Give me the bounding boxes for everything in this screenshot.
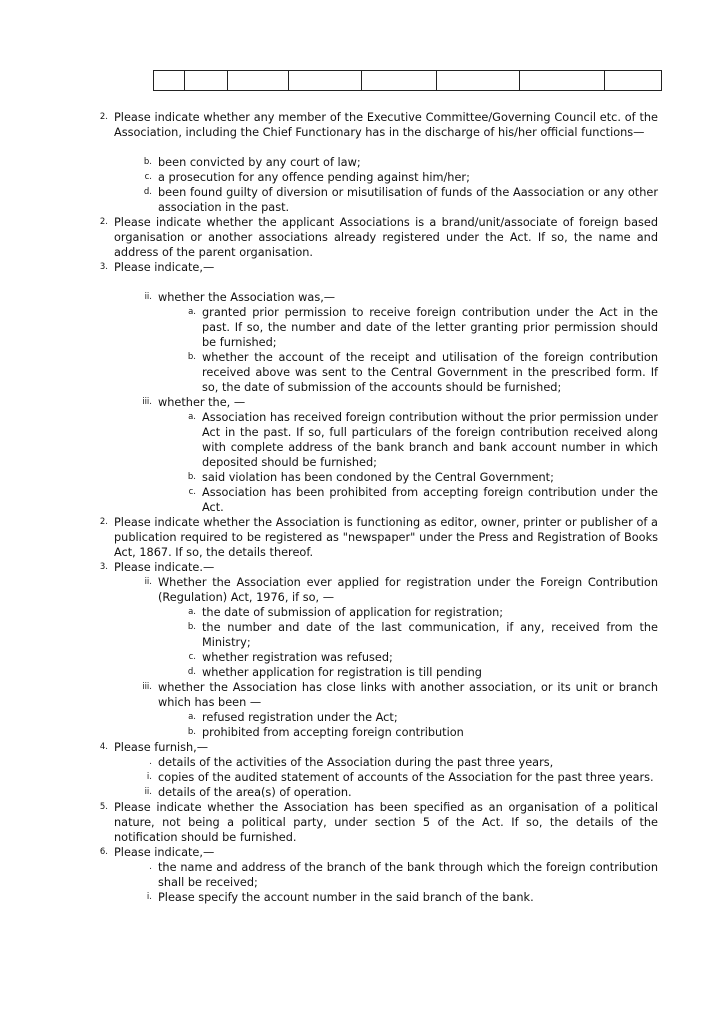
list-marker: d.	[143, 187, 152, 197]
list-item	[88, 725, 658, 740]
list-marker: 2.	[99, 112, 108, 122]
list-marker: 3.	[99, 262, 108, 272]
list-item-text: Association has been prohibited from accepting foreign contribution under the Act.	[202, 486, 658, 514]
list-marker: a.	[188, 307, 196, 317]
list-marker: b.	[187, 727, 196, 737]
list-item	[88, 260, 658, 275]
list-item-text: said violation has been condoned by the Central Government;	[202, 471, 554, 484]
list-item	[88, 560, 658, 575]
list-item	[88, 710, 658, 725]
list-item-text: Please furnish,—	[114, 741, 209, 754]
list-marker: i.	[146, 892, 152, 902]
table-cell	[605, 71, 662, 91]
document-body	[88, 110, 658, 905]
list-item-text: whether the account of the receipt and utilisation of the foreign contribution received above was sent to the Central Government in the prescribed form. If so, the date of submission of the accounts should be furnished;	[202, 351, 658, 394]
list-marker: 5.	[99, 802, 108, 812]
table-cell	[520, 71, 605, 91]
list-item	[88, 155, 658, 170]
blank-table	[153, 70, 662, 91]
list-marker: b.	[187, 352, 196, 362]
list-item-text: whether registration was refused;	[202, 651, 393, 664]
list-item	[88, 485, 658, 515]
list-marker: d.	[187, 667, 196, 677]
list-item-text: Please indicate,—	[114, 846, 215, 859]
list-marker: 6.	[99, 847, 108, 857]
list-marker: ii.	[144, 577, 152, 587]
table-cell	[185, 71, 228, 91]
list-item	[88, 575, 658, 605]
list-item-text: whether the Association has close links with another association, or its unit or branch which has been —	[158, 681, 658, 709]
list-item-text: granted prior permission to receive foreign contribution under the Act in the past. If so, the number and date of the letter granting prior permission should be furnished;	[202, 306, 658, 349]
list-item	[88, 395, 658, 410]
list-item-text: details of the area(s) of operation.	[158, 786, 352, 799]
list-item-text: prohibited from accepting foreign contribution	[202, 726, 464, 739]
list-item	[88, 845, 658, 860]
list-marker: b.	[143, 157, 152, 167]
list-marker: a.	[188, 412, 196, 422]
list-marker: c.	[188, 487, 196, 497]
list-item-text: Please indicate,—	[114, 261, 215, 274]
list-item-text: Please indicate.—	[114, 561, 215, 574]
table-cell	[154, 71, 185, 91]
list-item	[88, 290, 658, 305]
table-cell	[362, 71, 437, 91]
list-item-text: copies of the audited statement of accounts of the Association for the past three years.	[158, 771, 654, 784]
list-item-text: been found guilty of diversion or misutilisation of funds of the Aassociation or any other association in the past.	[158, 186, 658, 214]
list-item-text: been convicted by any court of law;	[158, 156, 361, 169]
list-item	[88, 665, 658, 680]
list-marker: ii.	[144, 292, 152, 302]
list-item	[88, 410, 658, 470]
list-item-text: whether the, —	[158, 396, 246, 409]
list-item	[88, 890, 658, 905]
list-item	[88, 785, 658, 800]
list-item-text: whether the Association was,—	[158, 291, 336, 304]
list-marker: a.	[188, 712, 196, 722]
list-item	[88, 740, 658, 755]
list-marker: 2.	[99, 517, 108, 527]
list-item-text: the name and address of the branch of the bank through which the foreign contribution shall be received;	[158, 861, 658, 889]
list-item	[88, 680, 658, 710]
list-marker: b.	[187, 472, 196, 482]
list-item-text: refused registration under the Act;	[202, 711, 398, 724]
list-item	[88, 515, 658, 560]
list-item	[88, 185, 658, 215]
list-item-text: Please indicate whether the Association has been specified as an organisation of a political nature, not being a political party, under section 5 of the Act. If so, the details of the notification should be furnished.	[114, 801, 658, 844]
list-item-text: Please indicate whether any member of the Executive Committee/Governing Council etc. of the Association, including the Chief Functionary has in the discharge of his/her official functions—	[114, 111, 658, 139]
list-item-text: details of the activities of the Association during the past three years,	[158, 756, 554, 769]
list-item	[88, 170, 658, 185]
list-item-text: Association has received foreign contribution without the prior permission under Act in the past. If so, full particulars of the foreign contribution received along with complete address of the bank branch and bank account number in which deposited should be furnished;	[202, 411, 658, 469]
table-row	[154, 71, 662, 91]
list-item-text: whether application for registration is till pending	[202, 666, 482, 679]
list-marker: .	[149, 862, 152, 872]
table-cell	[289, 71, 362, 91]
list-item	[88, 110, 658, 140]
list-item	[88, 605, 658, 620]
list-item-text: Please indicate whether the applicant Associations is a brand/unit/associate of foreign based organisation or another associations already registered under the Act. If so, the name and address of the parent organisation.	[114, 216, 658, 259]
list-item	[88, 770, 658, 785]
list-marker: 2.	[99, 217, 108, 227]
list-marker: c.	[188, 652, 196, 662]
list-marker: iii.	[142, 397, 152, 407]
list-item	[88, 470, 658, 485]
list-item-text: Please indicate whether the Association is functioning as editor, owner, printer or publisher of a publication required to be registered as "newspaper" under the Press and Registration of Books Act, 1867. If so, the details thereof.	[114, 516, 658, 559]
list-item	[88, 620, 658, 650]
list-marker: 4.	[99, 742, 108, 752]
list-item-text: Please specify the account number in the said branch of the bank.	[158, 891, 534, 904]
list-item	[88, 755, 658, 770]
list-item	[88, 800, 658, 845]
list-marker: ii.	[144, 787, 152, 797]
list-marker: b.	[187, 622, 196, 632]
list-marker: a.	[188, 607, 196, 617]
list-item	[88, 305, 658, 350]
list-item	[88, 650, 658, 665]
list-item	[88, 215, 658, 260]
list-marker: iii.	[142, 682, 152, 692]
list-item-text: a prosecution for any offence pending against him/her;	[158, 171, 470, 184]
list-item	[88, 350, 658, 395]
list-item	[88, 860, 658, 890]
list-marker: 3.	[99, 562, 108, 572]
list-item-text: the date of submission of application for registration;	[202, 606, 504, 619]
list-item-text: the number and date of the last communication, if any, received from the Ministry;	[202, 621, 658, 649]
list-marker: .	[149, 757, 152, 767]
table-cell	[437, 71, 520, 91]
list-item-text: Whether the Association ever applied for registration under the Foreign Contribution (Regulation) Act, 1976, if so, —	[158, 576, 658, 604]
list-marker: i.	[146, 772, 152, 782]
list-marker: c.	[144, 172, 152, 182]
table-cell	[228, 71, 289, 91]
